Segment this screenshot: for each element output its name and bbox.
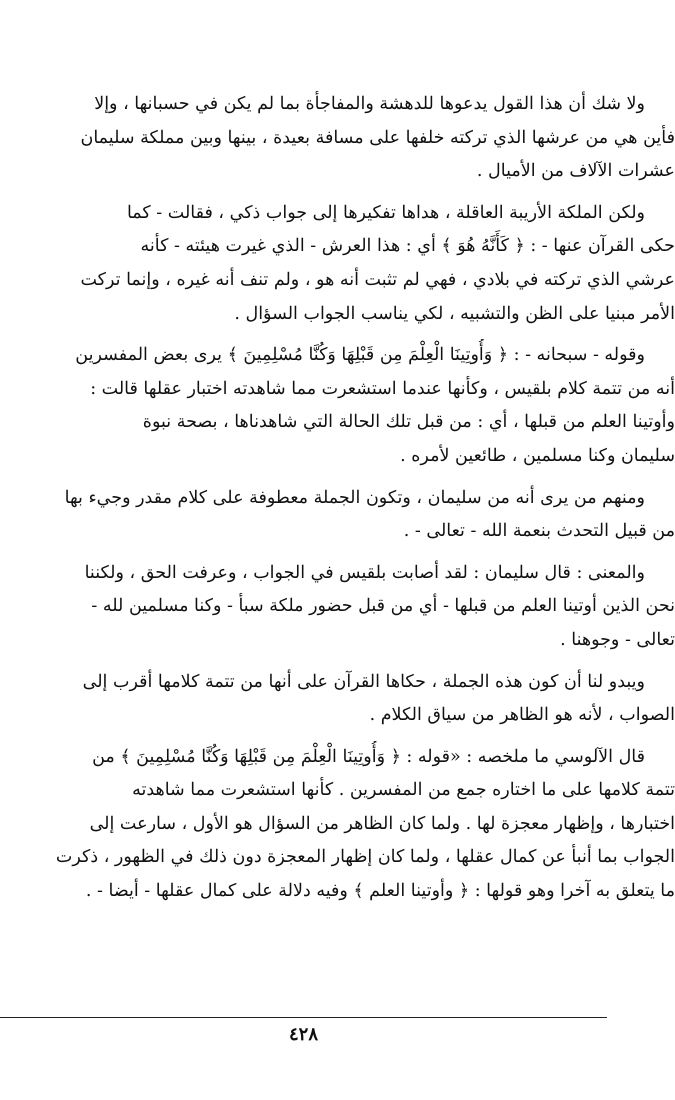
text-line: وقوله - سبحانه - : ﴿ وَأُوتِينَا الْعِلْمَ مِن قَبْلِهَا وَكُنَّا مُسْلِمِينَ ﴾ يرى بعض المفسرين	[75, 345, 645, 366]
text-line: ومنهم من يرى أنه من سليمان ، وتكون الجملة معطوفة على كلام مقدر وجيء بها	[64, 487, 645, 508]
text-line: ما يتعلق به آخرا وهو قولها : ﴿ وأوتينا العلم ﴾ وفيه دلالة على كمال عقلها - أيضا - .	[85, 881, 675, 902]
text-line: الجواب بما أنبأ عن كمال عقلها ، ولما كان إظهار المعجزة دون ذلك في الظهور ، ذكرت	[55, 847, 675, 868]
text-line: عرشي الذي تركته في بلادي ، فهي لم تثبت أنه هو ، ولم تنف أنه غيره ، وإنما تركت	[80, 269, 675, 290]
text-line: ويبدو لنا أن كون هذه الجملة ، حكاها القرآن على أنها من تتمة كلامها أقرب إلى	[82, 671, 645, 692]
footer-divider	[0, 1017, 607, 1018]
text-line: من قبيل التحدث بنعمة الله - تعالى - .	[403, 521, 675, 542]
text-line: أنه من تتمة كلام بلقيس ، وكأنها عندما استشعرت مما شاهدته اختبار عقلها قالت :	[90, 378, 675, 399]
text-line: اختبارها ، وإظهار معجزة لها . ولما كان الظاهر من السؤال هو الأول ، سارعت إلى	[89, 813, 675, 834]
text-line: سليمان وكنا مسلمين ، طائعين لأمره .	[400, 445, 675, 466]
text-line: الأمر مبنيا على الظن والتشبيه ، لكي يناسب الجواب السؤال .	[234, 303, 675, 324]
text-line: حكى القرآن عنها - : ﴿ كَأَنَّهُ هُوَ ﴾ أي : هذا العرش - الذي غيرت هيئته - كأنه	[140, 236, 675, 257]
text-line: نحن الذين أوتينا العلم من قبلها - أي من قبل حضور ملكة سبأ - وكنا مسلمين لله -	[91, 596, 675, 617]
text-line: قال الآلوسي ما ملخصه : «قوله : ﴿ وَأُوتِينَا الْعِلْمَ مِن قَبْلِهَا وَكُنَّا مُسْلِمِينَ ﴾ من	[92, 746, 645, 767]
text-line: الصواب ، لأنه هو الظاهر من سياق الكلام .	[369, 705, 675, 726]
page-number: ٤٢٨	[288, 1024, 318, 1045]
text-line: عشرات الآلاف من الأميال .	[476, 161, 675, 182]
text-line: وأوتينا العلم من قبلها ، أي : من قبل تلك الحالة التي شاهدناها ، بصحة نبوة	[142, 412, 675, 433]
text-line: والمعنى : قال سليمان : لقد أصابت بلقيس في الجواب ، وعرفت الحق ، ولكننا	[84, 562, 645, 583]
text-line: ولكن الملكة الأريبة العاقلة ، هداها تفكيرها إلى جواب ذكي ، فقالت - كما	[126, 202, 645, 223]
text-line: تعالى - وجوهنا .	[560, 629, 675, 650]
text-line: فأين هي من عرشها الذي تركته خلفها على مسافة بعيدة ، بينها وبين مملكة سليمان	[80, 127, 675, 148]
text-line: ولا شك أن هذا القول يدعوها للدهشة والمفاجأة بما لم يكن في حسبانها ، وإلا	[94, 94, 645, 114]
body-text	[10, 88, 675, 909]
text-line: تتمة كلامها على ما اختاره جمع من المفسرين . كأنها استشعرت مما شاهدته	[132, 780, 675, 801]
